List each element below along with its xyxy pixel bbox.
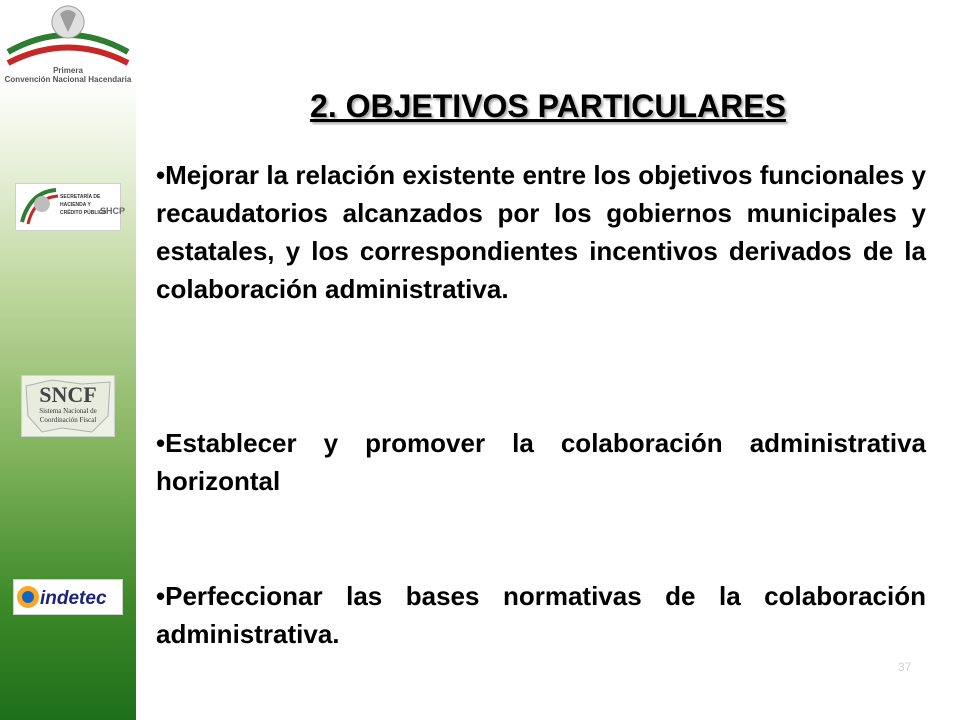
sncf-sub-1: Sistema Nacional de <box>39 407 97 415</box>
sncf-emblem-icon <box>22 376 114 436</box>
shcp-line-1: SECRETARÍA DE <box>60 194 101 200</box>
left-sidebar <box>0 0 136 720</box>
slide-title: 2. OBJETIVOS PARTICULARES <box>310 88 786 124</box>
indetec-logo <box>14 580 122 614</box>
shcp-logo <box>16 184 126 230</box>
convention-caption <box>0 66 136 84</box>
sncf-title: SNCF <box>39 382 97 407</box>
shcp-emblem-icon <box>16 184 126 230</box>
indetec-emblem-icon <box>14 580 122 614</box>
bullet-item-1: •Mejorar la relación existente entre los objetivos funcionales y recaudatorios alcanzados por los gobiernos municipales y estatales, y los correspondientes incentivos derivados de la colaboración administrativa. <box>156 160 926 304</box>
bullet-item-2: •Establecer y promover la colaboración administrativa horizontal <box>156 428 926 496</box>
indetec-text: indetec <box>40 588 107 609</box>
convention-line-1: Primera <box>53 66 83 75</box>
shcp-line-3: CRÉDITO PÚBLICO <box>60 210 107 216</box>
bullet-item-3: •Perfeccionar las bases normativas de la colaboración administrativa. <box>156 581 926 649</box>
shcp-mark: SHCP <box>100 206 126 216</box>
page-number: 37 <box>898 660 912 674</box>
shcp-line-2: HACIENDA Y <box>60 202 91 208</box>
sncf-sub-2: Coordinación Fiscal <box>39 416 97 424</box>
sncf-logo <box>22 376 114 436</box>
convention-line-2: Convención Nacional Hacendaria <box>4 75 132 84</box>
